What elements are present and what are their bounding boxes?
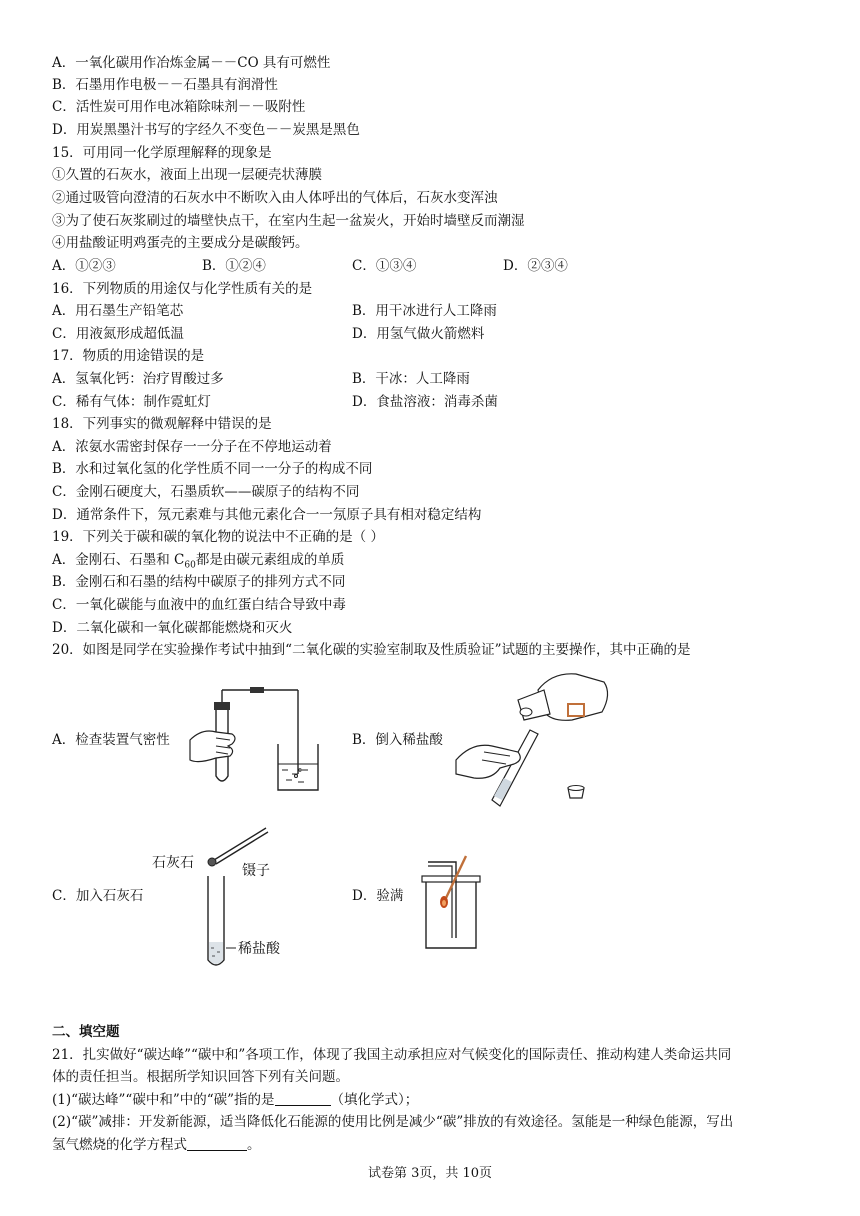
pouring-acid-figure	[452, 660, 622, 810]
page-footer: 试卷第 3页，共 10页	[367, 1166, 493, 1181]
q16-option-b: B．用干冰进行人工降雨	[352, 303, 497, 319]
q14-option-d: D．用炭黑墨汁书写的字经久不变色－－炭黑是黑色	[52, 122, 360, 138]
q16-option-a: A．用石墨生产铅笔芯	[52, 303, 184, 319]
q15-option-b: B．①②④	[202, 258, 266, 274]
q14-option-a: A．一氧化碳用作冶炼金属－－CO 具有可燃性	[52, 55, 331, 71]
q21-part2-line2	[52, 1134, 261, 1156]
q20-option-a: A．检查装置气密性	[52, 732, 170, 748]
q17-option-b: B．干冰：人工降雨	[352, 371, 470, 387]
q19-option-a-sub: 60	[184, 560, 196, 571]
tweezers-label: 镊子	[242, 863, 270, 879]
q21-part1-text: (1)“碳达峰”“碳中和”中的“碳”指的是	[52, 1092, 275, 1108]
q17-option-c: C．稀有气体：制作霓虹灯	[52, 394, 211, 410]
q21-part1-blank[interactable]	[275, 1091, 331, 1106]
adding-limestone-figure	[150, 822, 300, 974]
q18-option-d: D．通常条件下，氖元素难与其他元素化合一一氖原子具有相对稳定结构	[52, 507, 482, 523]
q15-item-4: ④用盐酸证明鸡蛋壳的主要成分是碳酸钙。	[52, 235, 309, 251]
q18-option-b: B．水和过氧化氢的化学性质不同一一分子的构成不同	[52, 461, 373, 477]
q21-part1	[52, 1089, 418, 1111]
q17-stem: 17．物质的用途错误的是	[52, 348, 205, 364]
q19-option-b: B．金刚石和石墨的结构中碳原子的排列方式不同	[52, 574, 346, 590]
q15-stem: 15．可用同一化学原理解释的现象是	[52, 145, 272, 161]
q15-option-d: D．②③④	[503, 258, 568, 274]
q15-option-a: A．①②③	[52, 258, 116, 274]
q18-option-a: A．浓氨水需密封保存一一分子在不停地运动着	[52, 439, 332, 455]
q15-item-1: ①久置的石灰水，液面上出现一层硬壳状薄膜	[52, 167, 322, 183]
q17-option-d: D．食盐溶液：消毒杀菌	[352, 394, 498, 410]
q20-option-c: C．加入石灰石	[52, 888, 144, 904]
airtightness-check-figure	[186, 684, 326, 796]
q19-option-a-post: 都是由碳元素组成的单质	[195, 552, 345, 568]
section-title: 二、填空题	[52, 1024, 120, 1040]
q16-stem: 16．下列物质的用途仅与化学性质有关的是	[52, 281, 313, 297]
q16-option-c: C．用液氮形成超低温	[52, 326, 184, 342]
q14-option-b: B．石墨用作电极－－石墨具有润滑性	[52, 77, 278, 93]
q20-stem: 20．如图是同学在实验操作考试中抽到“二氧化碳的实验室制取及性质验证”试题的主要操作，其中正确的是	[52, 642, 691, 658]
gas-full-check-figure	[416, 852, 486, 950]
q19-stem: 19．下列关于碳和碳的氧化物的说法中不正确的是（ ）	[52, 529, 384, 545]
q19-option-c: C．一氧化碳能与血液中的血红蛋白结合导致中毒	[52, 597, 346, 613]
q19-option-d: D．二氧化碳和一氧化碳都能燃烧和灭火	[52, 620, 293, 636]
q18-option-c: C．金刚石硬度大，石墨质软——碳原子的结构不同	[52, 484, 360, 500]
q21-stem-line1: 21．扎实做好“碳达峰”“碳中和”各项工作，体现了我国主动承担应对气候变化的国际责任、推动构建人类命运共同	[52, 1047, 732, 1063]
q15-item-3: ③为了使石灰浆刷过的墙壁快点干，在室内生起一盆炭火，开始时墙壁反而潮湿	[52, 213, 525, 229]
limestone-label: 石灰石	[152, 855, 194, 871]
q15-item-2: ②通过吸管向澄清的石灰水中不断吹入由人体呼出的气体后，石灰水变浑浊	[52, 190, 498, 206]
dilute-hcl-label: 稀盐酸	[238, 941, 280, 957]
q18-stem: 18．下列事实的微观解释中错误的是	[52, 416, 272, 432]
q21-part2-blank[interactable]	[187, 1136, 247, 1151]
q19-option-a	[52, 549, 344, 571]
q21-stem-line2: 体的责任担当。根据所学知识回答下列有关问题。	[52, 1069, 349, 1085]
q19-option-a-pre: A．金刚石、石墨和 C	[52, 552, 185, 568]
q17-option-a: A．氢氧化钙：治疗胃酸过多	[52, 371, 224, 387]
q21-part2-end: 。	[247, 1137, 261, 1153]
q21-part2-text: 氢气燃烧的化学方程式	[52, 1137, 187, 1153]
q21-part2-line1: (2)“碳”减排：开发新能源，适当降低化石能源的使用比例是减少“碳”排放的有效途径。氢能是一种绿色能源，写出	[52, 1114, 734, 1130]
q14-option-c: C．活性炭可用作电冰箱除味剂－－吸附性	[52, 99, 306, 115]
q20-option-b: B．倒入稀盐酸	[352, 732, 443, 748]
q21-part1-hint: （填化学式）；	[330, 1092, 419, 1108]
q15-option-c: C．①③④	[352, 258, 417, 274]
q20-option-d: D．验满	[352, 888, 404, 904]
q16-option-d: D．用氢气做火箭燃料	[352, 326, 485, 342]
